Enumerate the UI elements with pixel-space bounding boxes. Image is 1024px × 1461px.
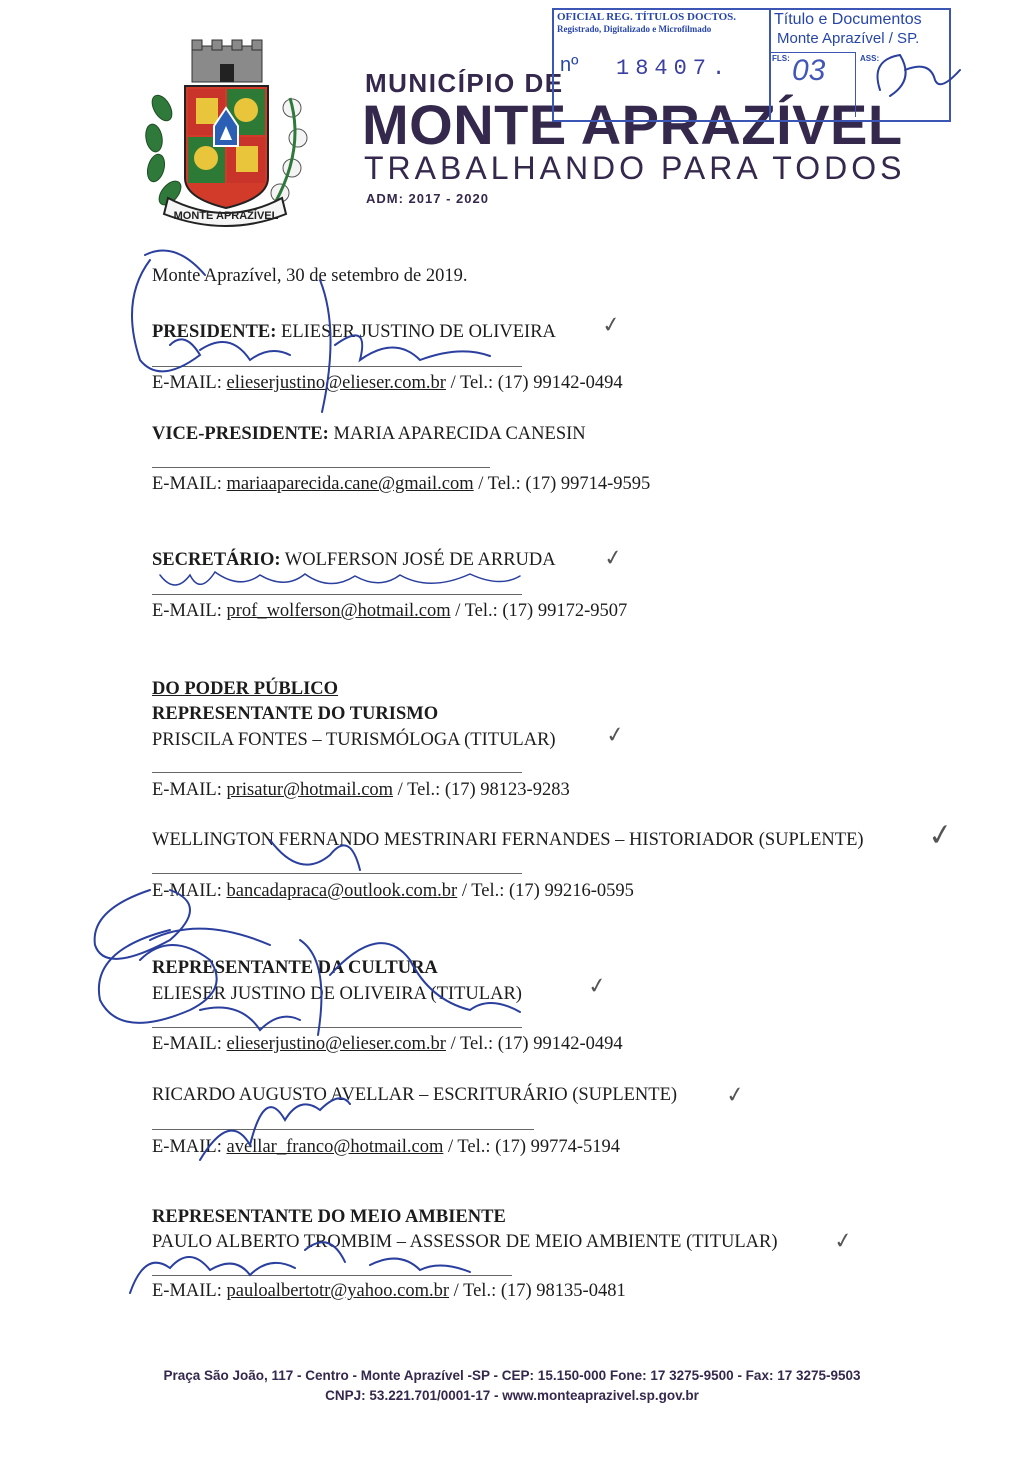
header-municipio: MUNICÍPIO DE [365, 68, 564, 98]
signature-line [152, 772, 522, 773]
checkmark-icon: ✓ [604, 720, 627, 749]
coat-of-arms-icon [140, 38, 310, 228]
turismo-titular-contact [152, 780, 570, 801]
turismo-titular-phone: / Tel.: (17) 98123-9283 [393, 780, 570, 800]
checkmark-icon: ✓ [925, 817, 956, 854]
checkmark-icon: ✓ [832, 1226, 855, 1255]
stamp-number: 18407. [616, 56, 732, 81]
signature-line [152, 1275, 512, 1276]
email-label: E-MAIL: [152, 780, 227, 800]
secretary-name: WOLFERSON JOSÉ DE ARRUDA [280, 550, 556, 570]
secretary-entry [152, 550, 556, 571]
stamp-number-label: nº [560, 54, 579, 76]
signature-line [152, 1027, 522, 1028]
svg-text:MONTE APRAZÍVEL: MONTE APRAZÍVEL [173, 210, 279, 222]
signature-line [152, 1129, 534, 1130]
secretary-signature [160, 572, 520, 585]
vice-president-name: MARIA APARECIDA CANESIN [328, 424, 586, 444]
turismo-suplente-email: bancadapraca@outlook.com.br [226, 881, 458, 901]
vice-president-email: mariaaparecida.cane@gmail.com [226, 474, 474, 494]
secretary-email: prof_wolferson@hotmail.com [226, 601, 451, 621]
cultura-titular-email: elieserjustino@elieser.com.br [226, 1034, 446, 1054]
turismo-suplente-phone: / Tel.: (17) 99216-0595 [457, 881, 634, 901]
meio-ambiente-titular-email: pauloalbertotr@yahoo.com.br [226, 1281, 450, 1301]
section-heading-turismo: REPRESENTANTE DO TURISMO [152, 704, 439, 724]
cultura-suplente-email: avellar_franco@hotmail.com [226, 1137, 444, 1157]
checkmark-icon: ✓ [724, 1080, 747, 1109]
section-heading-poder-publico: DO PODER PÚBLICO [152, 679, 339, 699]
signature-line [152, 467, 490, 468]
stamp-fls-value: 03 [792, 54, 826, 87]
checkmark-icon: ✓ [600, 310, 623, 339]
footer-address: Praça São João, 117 - Centro - Monte Aprazível -SP - CEP: 15.150-000 Fone: 17 3275-9500 - Fax: 17 3275-9503 [163, 1368, 861, 1383]
cultura-suplente-phone: / Tel.: (17) 99774-5194 [443, 1137, 621, 1157]
turismo-titular: PRISCILA FONTES – TURISMÓLOGA (TITULAR) [152, 730, 556, 750]
vice-president-entry [152, 424, 586, 445]
vice-president-phone: / Tel.: (17) 99714-9595 [473, 474, 651, 494]
header-slogan: TRABALHANDO PARA TODOS [364, 150, 906, 186]
footer-cnpj-website: CNPJ: 53.221.701/0001-17 - www.monteaprazivel.sp.gov.br [325, 1388, 699, 1403]
signature-line [152, 366, 522, 367]
meio-ambiente-titular: PAULO ALBERTO TROMBIM – ASSESSOR DE MEIO AMBIENTE (TITULAR) [152, 1232, 778, 1252]
meio-ambiente-titular-phone: / Tel.: (17) 98135-0481 [449, 1281, 626, 1301]
secretary-contact [152, 601, 627, 622]
email-label: E-MAIL: [152, 1034, 227, 1054]
president-entry [152, 322, 556, 343]
stamp-subtitle: Registrado, Digitalizado e Microfilmado [557, 24, 712, 34]
email-label: E-MAIL: [152, 474, 227, 494]
president-role: PRESIDENTE: [152, 322, 277, 342]
document-date: Monte Aprazível, 30 de setembro de 2019. [152, 266, 468, 286]
stamp-right-title: Título e Documentos [774, 11, 922, 28]
stamp-ass-label: ASS: [860, 54, 880, 63]
turismo-titular-email: prisatur@hotmail.com [226, 780, 394, 800]
email-label: E-MAIL: [152, 601, 227, 621]
cultura-titular: ELIESER JUSTINO DE OLIVEIRA (TITULAR) [152, 984, 522, 1004]
vice-president-role: VICE-PRESIDENTE: [152, 424, 329, 444]
email-label: E-MAIL: [152, 881, 227, 901]
header-city-name: MONTE APRAZÍVEL [362, 93, 903, 156]
section-heading-cultura: REPRESENTANTE DA CULTURA [152, 958, 438, 978]
stamp-office: OFICIAL REG. TÍTULOS DOCTOS. [557, 11, 737, 23]
cultura-titular-signature [99, 930, 520, 1035]
secretary-role: SECRETÁRIO: [152, 550, 281, 570]
turismo-suplente: WELLINGTON FERNANDO MESTRINARI FERNANDES – HISTORIADOR (SUPLENTE) [152, 830, 864, 850]
registry-stamp [552, 8, 952, 128]
president-contact [152, 373, 623, 394]
stamp-right-city: Monte Aprazível / SP. [777, 30, 920, 47]
email-label: E-MAIL: [152, 1137, 227, 1157]
email-label: E-MAIL: [152, 373, 227, 393]
stamp-fls-label: FLS: [772, 54, 790, 63]
vice-president-contact [152, 474, 650, 495]
cultura-suplente: RICARDO AUGUSTO AVELLAR – ESCRITURÁRIO (SUPLENTE) [152, 1085, 678, 1105]
cultura-titular-contact [152, 1034, 623, 1055]
cultura-suplente-contact [152, 1137, 620, 1158]
president-phone: / Tel.: (17) 99142-0494 [445, 373, 623, 393]
cultura-titular-phone: / Tel.: (17) 99142-0494 [445, 1034, 623, 1054]
cultura-titular-signature-stroke [150, 929, 270, 945]
secretary-phone: / Tel.: (17) 99172-9507 [450, 601, 628, 621]
email-label: E-MAIL: [152, 1281, 227, 1301]
meio-ambiente-titular-contact [152, 1281, 626, 1302]
president-name: ELIESER JUSTINO DE OLIVEIRA [276, 322, 556, 342]
checkmark-icon: ✓ [602, 543, 625, 572]
turismo-suplente-contact [152, 881, 634, 902]
signature-line [152, 594, 522, 595]
president-email: elieserjustino@elieser.com.br [226, 373, 446, 393]
signature-line [152, 873, 522, 874]
section-heading-meio-ambiente: REPRESENTANTE DO MEIO AMBIENTE [152, 1207, 506, 1227]
header-administration: ADM: 2017 - 2020 [366, 191, 489, 206]
checkmark-icon: ✓ [586, 971, 609, 1000]
